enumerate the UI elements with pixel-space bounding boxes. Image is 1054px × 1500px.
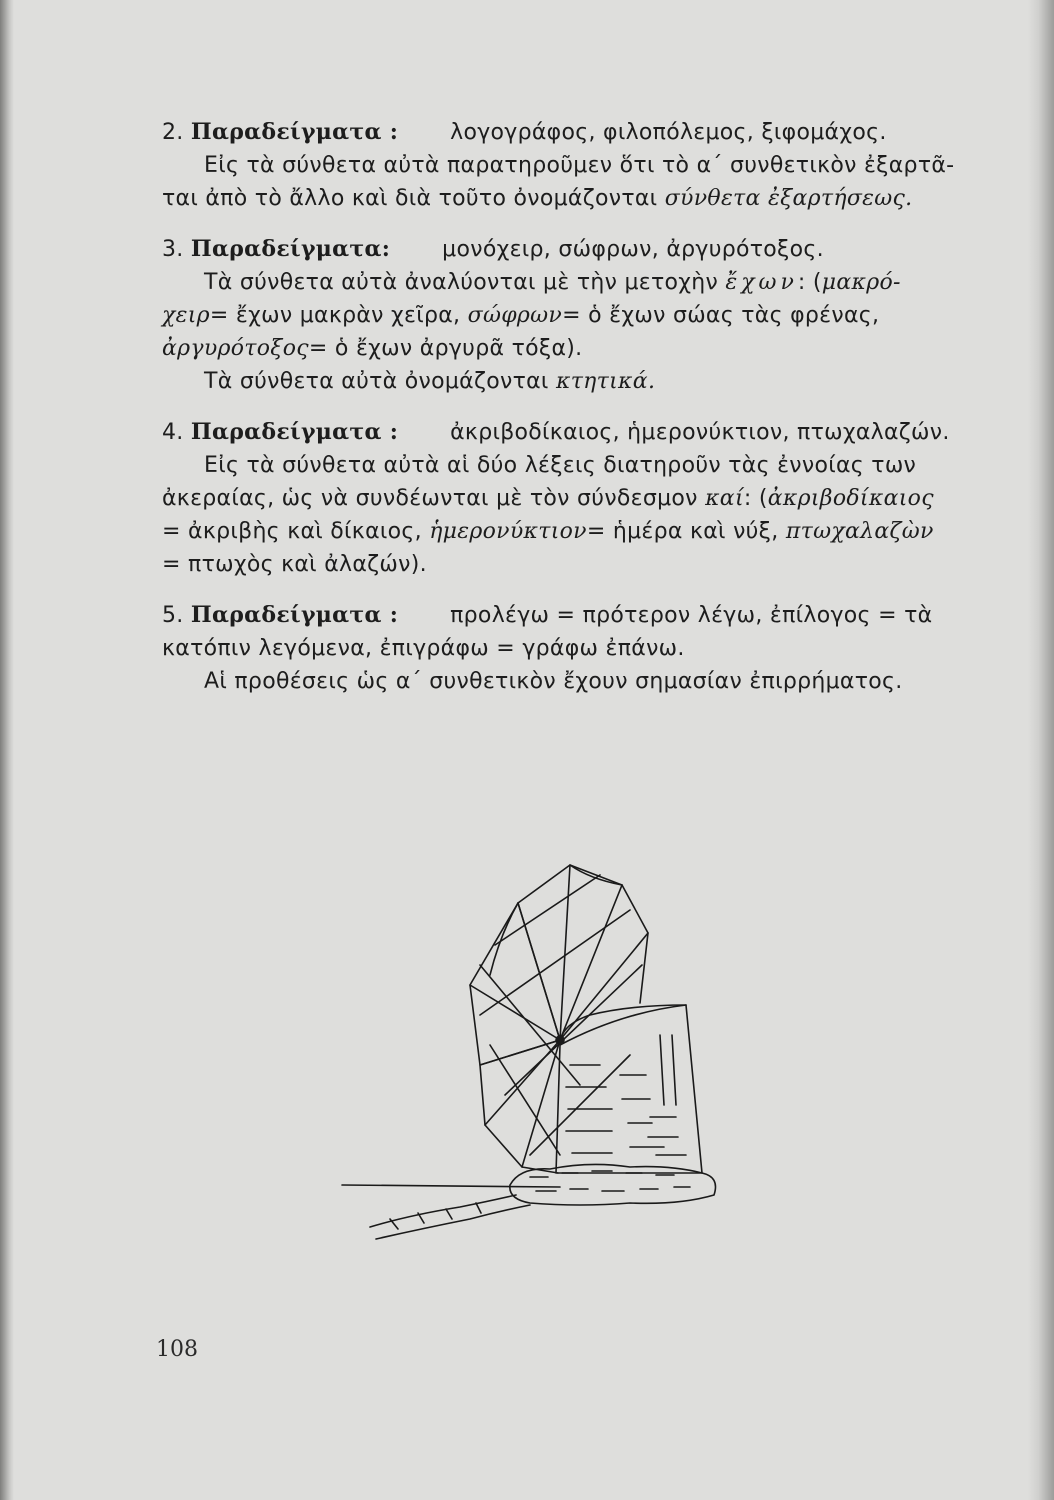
section-number: 5. xyxy=(162,603,184,628)
text: = ἀκριβὴς καὶ δίκαιος, xyxy=(162,519,422,544)
term-italic: σύνθετα ἐξαρτήσεως. xyxy=(664,186,913,211)
section-4-line-5: = πτωχὸς καὶ ἀλαζών). xyxy=(162,552,427,577)
section-3-line-4 xyxy=(162,332,962,365)
section-3-line-5 xyxy=(162,365,962,398)
text: = ὁ ἔχων σώας τὰς φρένας, xyxy=(562,303,880,328)
section-5-line-3: Αἱ προθέσεις ὡς α΄ συνθετικὸν ἔχουν σημασίαν ἐπιρρήματος. xyxy=(204,669,903,694)
section-2-line-3 xyxy=(162,182,962,215)
section-5-line-1 xyxy=(162,599,962,632)
section-3 xyxy=(162,233,962,398)
section-4-line-2: Εἰς τὰ σύνθετα αὐτὰ αἱ δύο λέξεις διατηροῦν τὰς ἐννοίας των xyxy=(204,453,917,478)
page-content xyxy=(162,116,962,716)
term-italic: ἀκριβοδίκαιος xyxy=(767,486,934,511)
section-3-line-2 xyxy=(162,266,962,299)
section-2 xyxy=(162,116,962,215)
text: ἀκεραίας, ὡς νὰ συνδέωνται μὲ τὸν σύνδεσμον xyxy=(162,486,698,511)
section-heading: Παραδείγματα : xyxy=(190,419,399,445)
examples: προλέγω = πρότερον λέγω, ἐπίλογος = τὰ xyxy=(450,603,933,628)
text: = ἔχων μακρὰν χεῖρα, xyxy=(209,303,461,328)
section-4-line-3 xyxy=(162,482,962,515)
section-2-line-1 xyxy=(162,116,962,149)
section-2-line-2: Εἰς τὰ σύνθετα αὐτὰ παρατηροῦμεν ὅτι τὸ α΄ συνθετικὸν ἐξαρτᾶ- xyxy=(204,153,955,178)
term-italic: καί xyxy=(705,486,744,511)
text: ται ἀπὸ τὸ ἄλλο καὶ διὰ τοῦτο ὀνομάζονται xyxy=(162,186,658,211)
term-italic: μακρό- xyxy=(821,270,901,295)
text: : ( xyxy=(797,270,822,295)
section-number: 2. xyxy=(162,120,184,145)
text: = ἡμέρα καὶ νύξ, xyxy=(586,519,779,544)
examples: μονόχειρ, σώφρων, ἀργυρότοξος. xyxy=(442,237,824,262)
page-number: 108 xyxy=(156,1337,198,1362)
section-3-line-1 xyxy=(162,233,962,266)
section-heading: Παραδείγματα: xyxy=(190,236,391,262)
text: = ὁ ἔχων ἀργυρᾶ τόξα). xyxy=(308,336,583,361)
section-number: 4. xyxy=(162,420,184,445)
windmill-illustration xyxy=(330,855,790,1255)
text: Τὰ σύνθετα αὐτὰ ὀνομάζονται xyxy=(204,369,549,394)
examples: ἀκριβοδίκαιος, ἡμερονύκτιον, πτωχαλαζών. xyxy=(450,420,950,445)
section-number: 3. xyxy=(162,237,184,262)
term-italic: κτητικά. xyxy=(555,369,656,394)
term-italic: ἀργυρότοξος xyxy=(162,336,309,361)
term-italic: ἡμερονύκτιον xyxy=(429,519,587,544)
section-heading: Παραδείγματα : xyxy=(190,602,399,628)
examples: λογογράφος, φιλοπόλεμος, ξιφομάχος. xyxy=(450,120,887,145)
section-heading: Παραδείγματα : xyxy=(190,119,399,145)
term-italic: σώφρων xyxy=(467,303,563,328)
section-3-line-3 xyxy=(162,299,962,332)
section-5-line-2: κατόπιν λεγόμενα, ἐπιγράφω = γράφω ἐπάνω. xyxy=(162,636,685,661)
section-5 xyxy=(162,599,962,698)
text: : ( xyxy=(743,486,768,511)
section-4 xyxy=(162,416,962,581)
section-4-line-1 xyxy=(162,416,962,449)
text: Τὰ σύνθετα αὐτὰ ἀναλύονται μὲ τὴν μετοχὴν xyxy=(204,270,719,295)
term-italic: πτωχαλαζὼν xyxy=(785,519,934,544)
term-italic: χειρ xyxy=(162,303,210,328)
section-4-line-4 xyxy=(162,515,962,548)
term-italic: ἔχων xyxy=(725,270,798,295)
